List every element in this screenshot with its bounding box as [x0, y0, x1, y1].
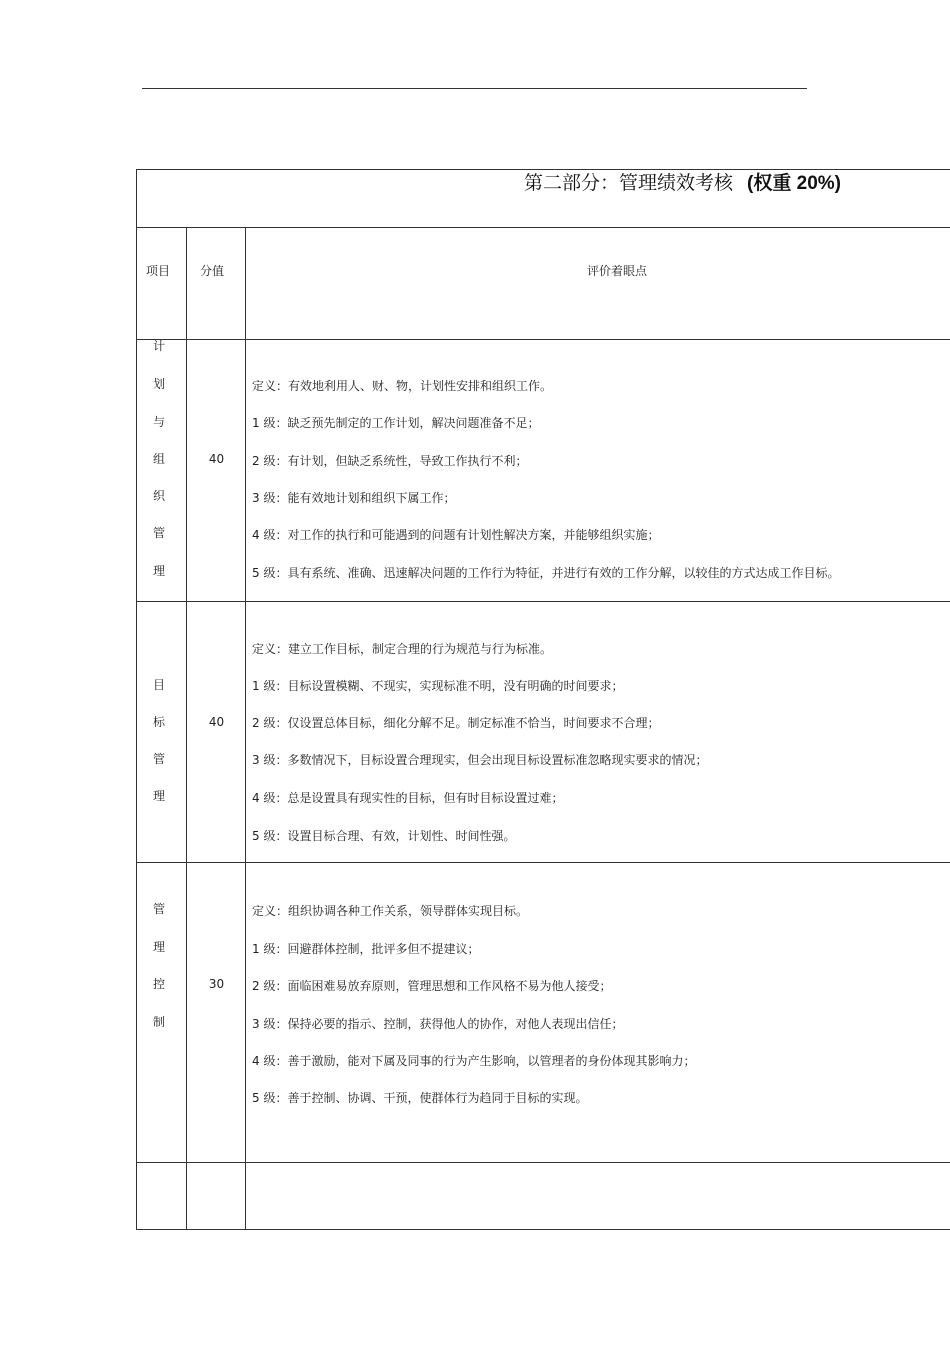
- item-char: 制: [152, 1015, 165, 1029]
- title-main: 第二部分：管理绩效考核: [524, 172, 734, 194]
- title-weight: (权重 20%): [747, 173, 841, 194]
- item-char: 管: [152, 526, 165, 540]
- row-divider: [136, 339, 950, 340]
- score-value: 30: [208, 977, 225, 991]
- item-char: 控: [152, 977, 165, 991]
- score-value: 40: [208, 452, 225, 466]
- item-char: 管: [152, 902, 165, 916]
- row-divider: [136, 601, 950, 602]
- criteria-level: 2 级：仅设置总体目标，细化分解不足。制定标准不恰当，时间要求不合理；: [252, 716, 660, 730]
- criteria-level: 1 级：目标设置模糊、不现实，实现标准不明，没有明确的时间要求；: [252, 679, 624, 693]
- item-char: 管: [152, 752, 165, 766]
- criteria-level: 5 级：设置目标合理、有效，计划性、时间性强。: [252, 829, 516, 843]
- item-char: 目: [152, 678, 165, 692]
- criteria-level: 1 级：缺乏预先制定的工作计划，解决问题准备不足；: [252, 416, 540, 430]
- criteria-definition: 定义：建立工作目标，制定合理的行为规范与行为标准。: [252, 642, 553, 656]
- header-item: 项目: [146, 264, 171, 278]
- item-char: 标: [152, 715, 165, 729]
- criteria-level: 2 级：有计划，但缺乏系统性，导致工作执行不利；: [252, 454, 528, 468]
- criteria-level: 4 级：总是设置具有现实性的目标，但有时目标设置过难；: [252, 791, 564, 805]
- item-char: 划: [152, 377, 165, 391]
- criteria-level: 4 级：对工作的执行和可能遇到的问题有计划性解决方案，并能够组织实施；: [252, 528, 660, 542]
- header-criteria: 评价着眼点: [587, 264, 648, 278]
- row-divider: [136, 1162, 950, 1163]
- criteria-level: 5 级：善于控制、协调、干预，使群体行为趋同于目标的实现。: [252, 1091, 588, 1105]
- item-char: 组: [152, 452, 165, 466]
- item-char: 理: [152, 940, 165, 954]
- row-divider: [136, 227, 950, 228]
- column-divider: [186, 227, 187, 1230]
- item-char: 织: [152, 489, 165, 503]
- criteria-level: 2 级：面临困难易放弃原则，管理思想和工作风格不易为他人接受；: [252, 979, 612, 993]
- item-char: 理: [152, 564, 165, 578]
- item-char: 理: [152, 789, 165, 803]
- row-divider: [136, 862, 950, 863]
- criteria-definition: 定义：组织协调各种工作关系，领导群体实现目标。: [252, 904, 529, 918]
- header-rule: [142, 88, 807, 89]
- section-title: [524, 170, 841, 197]
- item-char: 计: [152, 339, 165, 353]
- criteria-definition: 定义：有效地利用人、财、物，计划性安排和组织工作。: [252, 379, 553, 393]
- criteria-level: 1 级：回避群体控制，批评多但不提建议；: [252, 942, 480, 956]
- criteria-level: 3 级：能有效地计划和组织下属工作；: [252, 491, 456, 505]
- evaluation-table: [136, 169, 950, 1230]
- criteria-level: 5 级：具有系统、准确、迅速解决问题的工作行为特征，并进行有效的工作分解，以较佳的方式达成工作目标。: [252, 566, 840, 580]
- criteria-level: 4 级：善于激励，能对下属及同事的行为产生影响，以管理者的身份体现其影响力；: [252, 1054, 696, 1068]
- criteria-level: 3 级：保持必要的指示、控制，获得他人的协作，对他人表现出信任；: [252, 1017, 624, 1031]
- item-char: 与: [152, 415, 165, 429]
- score-value: 40: [208, 715, 225, 729]
- column-divider: [245, 227, 246, 1230]
- header-score: 分值: [200, 264, 225, 278]
- criteria-level: 3 级：多数情况下，目标设置合理现实，但会出现目标设置标准忽略现实要求的情况；: [252, 753, 708, 767]
